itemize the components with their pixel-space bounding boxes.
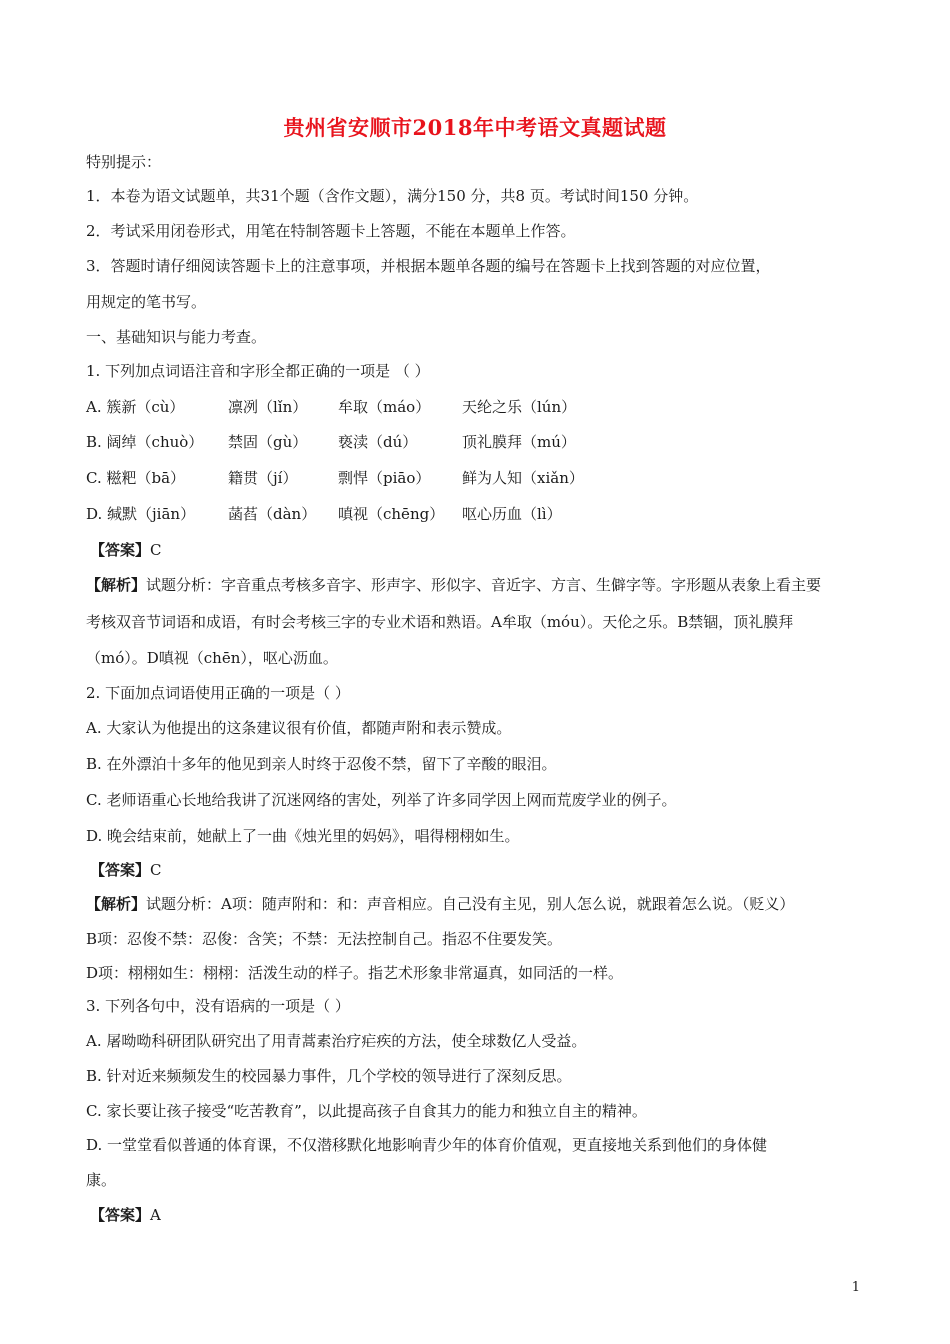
q1-analysis-text-1: 试题分析：字音重点考核多音字、形声字、形似字、音近字、方言、生僻字等。字形题从表象上看主要: [146, 576, 822, 594]
q1-a-1: A. 簇新（cù）: [86, 398, 185, 416]
q3-answer: [90, 1205, 161, 1225]
notice-3-cont: 用规定的笔书写。: [86, 293, 207, 311]
q1-c-4: 鲜为人知（xiǎn）: [462, 469, 584, 487]
q1-c-2: 籍贯（jí）: [228, 469, 298, 487]
q3-answer-label: 【答案】: [90, 1206, 151, 1224]
q3-option-b: B. 针对近来频频发生的校园暴力事件，几个学校的领导进行了深刻反思。: [86, 1067, 572, 1085]
q1-stem: 1. 下列加点词语注音和字形全都正确的一项是 （ ）: [86, 362, 430, 380]
q1-a-2: 凛冽（lǐn）: [228, 398, 308, 416]
q1-analysis-3: （mó）。D嗔视（chēn），呕心沥血。: [86, 649, 338, 667]
q2-answer: [90, 860, 162, 880]
q3-stem: 3. 下列各句中，没有语病的一项是（ ）: [86, 997, 350, 1015]
q1-analysis-label: 【解析】: [86, 576, 147, 594]
q1-d-3: 嗔视（chēng）: [338, 505, 445, 523]
notice-label: 特别提示：: [86, 153, 162, 171]
q1-b-3: 亵渎（dú）: [338, 433, 418, 451]
section-heading: 一、基础知识与能力考查。: [86, 328, 267, 346]
q2-analysis-text-1: 试题分析：A项：随声附和：和：声音相应。自己没有主见，别人怎么说，就跟着怎么说。（贬义）: [146, 895, 795, 913]
q1-c-3: 剽悍（piāo）: [338, 469, 431, 487]
notice-1: 1．本卷为语文试题单，共31个题（含作文题），满分150 分，共8 页。考试时间150 分钟。: [86, 187, 699, 205]
q2-analysis-label: 【解析】: [86, 895, 147, 913]
q2-stem: 2. 下面加点词语使用正确的一项是（ ）: [86, 684, 350, 702]
notice-2: 2．考试采用闭卷形式，用笔在特制答题卡上答题，不能在本题单上作答。: [86, 222, 576, 240]
notice-3: 3．答题时请仔细阅读答题卡上的注意事项，并根据本题单各题的编号在答题卡上找到答题的对应位置，: [86, 257, 771, 275]
page-number: 1: [851, 1280, 860, 1295]
page-title: 贵州省安顺市2018年中考语文真题试题: [283, 115, 667, 140]
q1-answer-value: C: [150, 541, 162, 559]
q2-option-b: B. 在外漂泊十多年的他见到亲人时终于忍俊不禁，留下了辛酸的眼泪。: [86, 755, 557, 773]
q1-c-1: C. 糍粑（bā）: [86, 469, 186, 487]
q2-analysis-3: D项：栩栩如生：栩栩：活泼生动的样子。指艺术形象非常逼真，如同活的一样。: [86, 964, 624, 982]
q2-analysis-2: B项：忍俊不禁：忍俊：含笑；不禁：无法控制自己。指忍不住要发笑。: [86, 930, 563, 948]
q1-d-1: D. 缄默（jiān）: [86, 505, 196, 523]
q3-option-a: A. 屠呦呦科研团队研究出了用青蒿素治疗疟疾的方法，使全球数亿人受益。: [86, 1032, 587, 1050]
q1-analysis-1: [86, 575, 821, 595]
q2-analysis-1: [86, 894, 794, 914]
q3-option-d: D. 一堂堂看似普通的体育课，不仅潜移默化地影响青少年的体育价值观，更直接地关系到他们的身体健: [86, 1136, 768, 1154]
q1-a-3: 牟取（máo）: [338, 398, 431, 416]
q1-answer: [90, 540, 162, 560]
q1-d-2: 菡萏（dàn）: [228, 505, 317, 523]
q1-analysis-2: 考核双音节词语和成语，有时会考核三字的专业术语和熟语。A牟取（móu）。天伦之乐。B禁锢，顶礼膜拜: [86, 613, 794, 631]
q2-answer-value: C: [150, 861, 162, 879]
q1-a-4: 天纶之乐（lún）: [462, 398, 577, 416]
q3-option-d-cont: 康。: [86, 1171, 117, 1189]
q1-b-1: B. 阔绰（chuò）: [86, 433, 204, 451]
q3-option-c: C. 家长要让孩子接受“吃苦教育”，以此提高孩子自食其力的能力和独立自主的精神。: [86, 1102, 647, 1120]
q2-option-c: C. 老师语重心长地给我讲了沉迷网络的害处，列举了许多同学因上网而荒废学业的例子。: [86, 791, 677, 809]
q1-b-2: 禁固（gù）: [228, 433, 308, 451]
q1-answer-label: 【答案】: [90, 541, 151, 559]
q2-answer-label: 【答案】: [90, 861, 151, 879]
q2-option-a: A. 大家认为他提出的这条建议很有价值，都随声附和表示赞成。: [86, 719, 512, 737]
q3-answer-value: A: [150, 1206, 161, 1224]
q1-b-4: 顶礼膜拜（mú）: [462, 433, 576, 451]
q1-d-4: 呕心历血（lì）: [462, 505, 562, 523]
q2-option-d: D. 晚会结束前，她献上了一曲《烛光里的妈妈》，唱得栩栩如生。: [86, 827, 520, 845]
